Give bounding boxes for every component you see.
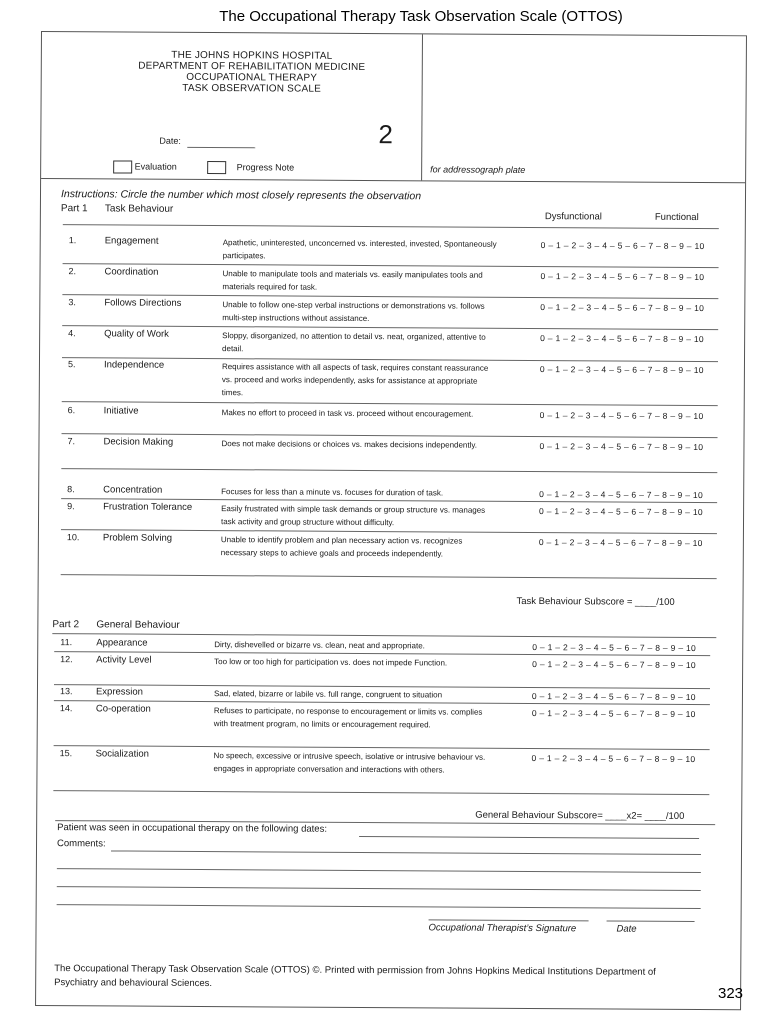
ottos-form — [35, 31, 747, 1010]
date-field-line[interactable] — [187, 147, 255, 148]
evaluation-checkbox[interactable] — [113, 160, 132, 173]
item-description: Unable to follow one-step verbal instructions or demonstrations vs. follows multi-step instructions without assistance. — [222, 300, 485, 324]
page-number: 323 — [718, 985, 744, 1002]
rating-scale[interactable]: 0 – 1 – 2 – 3 – 4 – 5 – 6 – 7 – 8 – 9 – 10 — [531, 691, 696, 703]
header-divider — [421, 34, 423, 180]
part2-label: Part 2 — [52, 619, 80, 631]
addressograph-label: for addressograph plate — [430, 164, 526, 175]
item-row-problem-solving — [61, 532, 717, 579]
rating-scale[interactable]: 0 – 1 – 2 – 3 – 4 – 5 – 6 – 7 – 8 – 9 – 10 — [538, 537, 703, 549]
header-line-1: THE JOHNS HOPKINS HOSPITAL — [171, 49, 333, 62]
signature-label: Occupational Therapist’s Signature — [428, 922, 577, 935]
header-bottom-border — [41, 178, 745, 183]
item-number: 6. — [67, 405, 76, 416]
item-number: 12. — [60, 654, 73, 665]
general-behaviour-subscore[interactable]: General Behaviour Subscore= ____x2= ____/100 — [475, 809, 685, 822]
item-row-decision-making — [61, 436, 717, 473]
signature-line[interactable] — [429, 919, 589, 921]
document-title: The Occupational Therapy Task Observation Scale (OTTOS) — [219, 8, 623, 25]
item-description: Does not make decisions or choices vs. makes decisions independently. — [221, 439, 478, 450]
item-name: Independence — [103, 359, 165, 371]
item-number: 10. — [66, 532, 80, 543]
item-description: Refuses to participate, no response to encouragement or limits vs. complies with treatment program, no limits or encouragement required. — [213, 706, 483, 730]
header-line-2: DEPARTMENT OF REHABILITATION MEDICINE — [138, 60, 366, 73]
task-behaviour-subscore[interactable]: Task Behaviour Subscore = ____/100 — [516, 595, 675, 608]
seen-dates-label: Patient was seen in occupational therapy on the following dates: — [57, 822, 328, 835]
item-row-activity-level — [54, 654, 710, 689]
item-name: Coordination — [104, 266, 159, 278]
rating-scale[interactable]: 0 – 1 – 2 – 3 – 4 – 5 – 6 – 7 – 8 – 9 – 10 — [531, 753, 696, 765]
item-number: 1. — [68, 235, 77, 246]
item-description: No speech, excessive or intrusive speech, isolative or intrusive behaviour vs. engages in appropriate conversation and interactions with others. — [213, 751, 486, 775]
item-name: Co-operation — [95, 703, 151, 715]
item-description: Apathetic, uninterested, unconcerned vs. interested, invested, Spontaneously participates. — [222, 238, 497, 261]
seen-dates-field[interactable] — [359, 836, 699, 839]
item-number: 5. — [67, 359, 76, 370]
item-number: 13. — [59, 686, 73, 697]
rating-scale[interactable]: 0 – 1 – 2 – 3 – 4 – 5 – 6 – 7 – 8 – 9 – 10 — [539, 410, 704, 422]
part2-title: General Behaviour — [96, 619, 180, 631]
progress-note-option[interactable] — [207, 161, 294, 175]
rating-scale[interactable]: 0 – 1 – 2 – 3 – 4 – 5 – 6 – 7 – 8 – 9 – 10 — [532, 659, 697, 671]
item-number: 15. — [59, 748, 73, 759]
rating-scale[interactable]: 0 – 1 – 2 – 3 – 4 – 5 – 6 – 7 – 8 – 9 – 10 — [532, 642, 697, 654]
functional-label: Functional — [654, 211, 699, 224]
rating-scale[interactable]: 0 – 1 – 2 – 3 – 4 – 5 – 6 – 7 – 8 – 9 – 10 — [540, 240, 705, 252]
item-name: Initiative — [103, 405, 139, 417]
rating-scale[interactable]: 0 – 1 – 2 – 3 – 4 – 5 – 6 – 7 – 8 – 9 – 10 — [539, 489, 704, 501]
item-number: 4. — [68, 328, 76, 339]
item-name: Engagement — [104, 235, 159, 247]
item-row-expression — [54, 686, 710, 705]
copyright-footer: The Occupational Therapy Task Observation Scale (OTTOS) ©. Printed with permission from Johns Hopkins Medical Institutions Department of Psychiatry and behavioural Sciences. — [54, 963, 656, 990]
rating-scale[interactable]: 0 – 1 – 2 – 3 – 4 – 5 – 6 – 7 – 8 – 9 – 10 — [540, 333, 705, 345]
item-description: Sloppy, disorganized, no attention to detail vs. neat, organized, attentive to detail. — [222, 331, 486, 354]
item-name: Quality of Work — [104, 328, 169, 340]
page-mark: 2 — [378, 119, 393, 150]
item-row-appearance — [54, 637, 710, 656]
comments-label: Comments: — [57, 838, 106, 850]
item-number: 8. — [67, 484, 75, 495]
part1-header-line — [63, 224, 719, 229]
item-row-initiative — [62, 405, 718, 438]
item-description: Too low or too high for participation vs. does not impede Function. — [214, 657, 448, 668]
item-number: 7. — [67, 436, 76, 447]
hospital-header — [102, 49, 402, 95]
progress-note-label: Progress Note — [236, 162, 295, 173]
signature-date-label: Date — [616, 923, 637, 935]
item-row-independence — [62, 359, 718, 406]
item-description: Dirty, dishevelled or bizarre vs. clean, neat and appropriate. — [214, 640, 425, 651]
comments-line-2[interactable] — [57, 868, 701, 873]
item-name: Problem Solving — [102, 532, 173, 544]
item-name: Decision Making — [103, 436, 174, 448]
item-number: 2. — [68, 266, 77, 277]
item-name: Appearance — [96, 637, 148, 649]
item-number: 11. — [60, 637, 73, 648]
item-description: Makes no effort to proceed in task vs. proceed without encouragement. — [221, 408, 474, 419]
rating-scale[interactable]: 0 – 1 – 2 – 3 – 4 – 5 – 6 – 7 – 8 – 9 – 10 — [539, 506, 703, 518]
date-label: Date: — [159, 135, 181, 146]
item-description: Easily frustrated with simple task demands or group structure vs. manages task activity and group structure without difficulty. — [220, 504, 486, 528]
item-description: Requires assistance with all aspects of task, requires constant reassurance vs. proceed and works independently, asks for assistance at appropriate times. — [221, 362, 489, 398]
item-description: Sad, elated, bizarre or labile vs. full range, congruent to situation — [213, 689, 443, 700]
item-name: Socialization — [95, 748, 149, 760]
comments-line-4[interactable] — [57, 904, 701, 909]
header-line-4: TASK OBSERVATION SCALE — [182, 82, 322, 95]
rating-scale[interactable]: 0 – 1 – 2 – 3 – 4 – 5 – 6 – 7 – 8 – 9 – 10 — [540, 271, 705, 283]
item-number: 3. — [68, 297, 76, 308]
item-row-coordination — [62, 266, 718, 299]
item-number: 9. — [67, 501, 75, 512]
item-row-follows-directions — [62, 297, 718, 330]
item-row-concentration — [61, 484, 717, 503]
part1-label: Part 1 — [60, 203, 88, 215]
item-name: Concentration — [103, 484, 163, 496]
comments-line-1[interactable] — [111, 850, 701, 855]
item-description: Focuses for less than a minute vs. focuses for duration of task. — [221, 487, 444, 498]
item-row-quality-of-work — [62, 328, 718, 362]
item-description: Unable to identify problem and plan necessary action vs. recognizes necessary steps to achieve goals and proceeds independently. — [220, 535, 463, 559]
evaluation-label: Evaluation — [134, 161, 177, 172]
header-line-3: OCCUPATIONAL THERAPY — [186, 71, 318, 84]
item-name: Follows Directions — [104, 297, 182, 309]
signature-date-line[interactable] — [607, 920, 695, 922]
rating-scale[interactable]: 0 – 1 – 2 – 3 – 4 – 5 – 6 – 7 – 8 – 9 – 10 — [531, 708, 696, 720]
item-name: Expression — [95, 686, 143, 698]
item-row-co-operation — [54, 703, 710, 750]
rating-scale[interactable]: 0 – 1 – 2 – 3 – 4 – 5 – 6 – 7 – 8 – 9 – 10 — [540, 302, 705, 314]
item-description: Unable to manipulate tools and materials vs. easily manipulates tools and materials required for task. — [222, 269, 483, 292]
item-row-socialization — [53, 748, 709, 795]
item-row-frustration-tolerance — [61, 501, 717, 534]
instructions: Instructions: Circle the number which most closely represents the observation — [60, 188, 422, 203]
evaluation-option[interactable] — [113, 160, 177, 173]
item-row-engagement — [63, 235, 719, 268]
item-name: Frustration Tolerance — [103, 501, 193, 513]
dysfunctional-label: Dysfunctional — [544, 211, 602, 223]
progress-note-checkbox[interactable] — [207, 161, 226, 174]
item-name: Activity Level — [96, 654, 152, 666]
rating-scale[interactable]: 0 – 1 – 2 – 3 – 4 – 5 – 6 – 7 – 8 – 9 – 10 — [539, 441, 704, 453]
comments-line-3[interactable] — [57, 886, 701, 891]
item-number: 14. — [59, 703, 73, 714]
part1-title: Task Behaviour — [104, 203, 174, 215]
rating-scale[interactable]: 0 – 1 – 2 – 3 – 4 – 5 – 6 – 7 – 8 – 9 – 10 — [539, 364, 704, 376]
